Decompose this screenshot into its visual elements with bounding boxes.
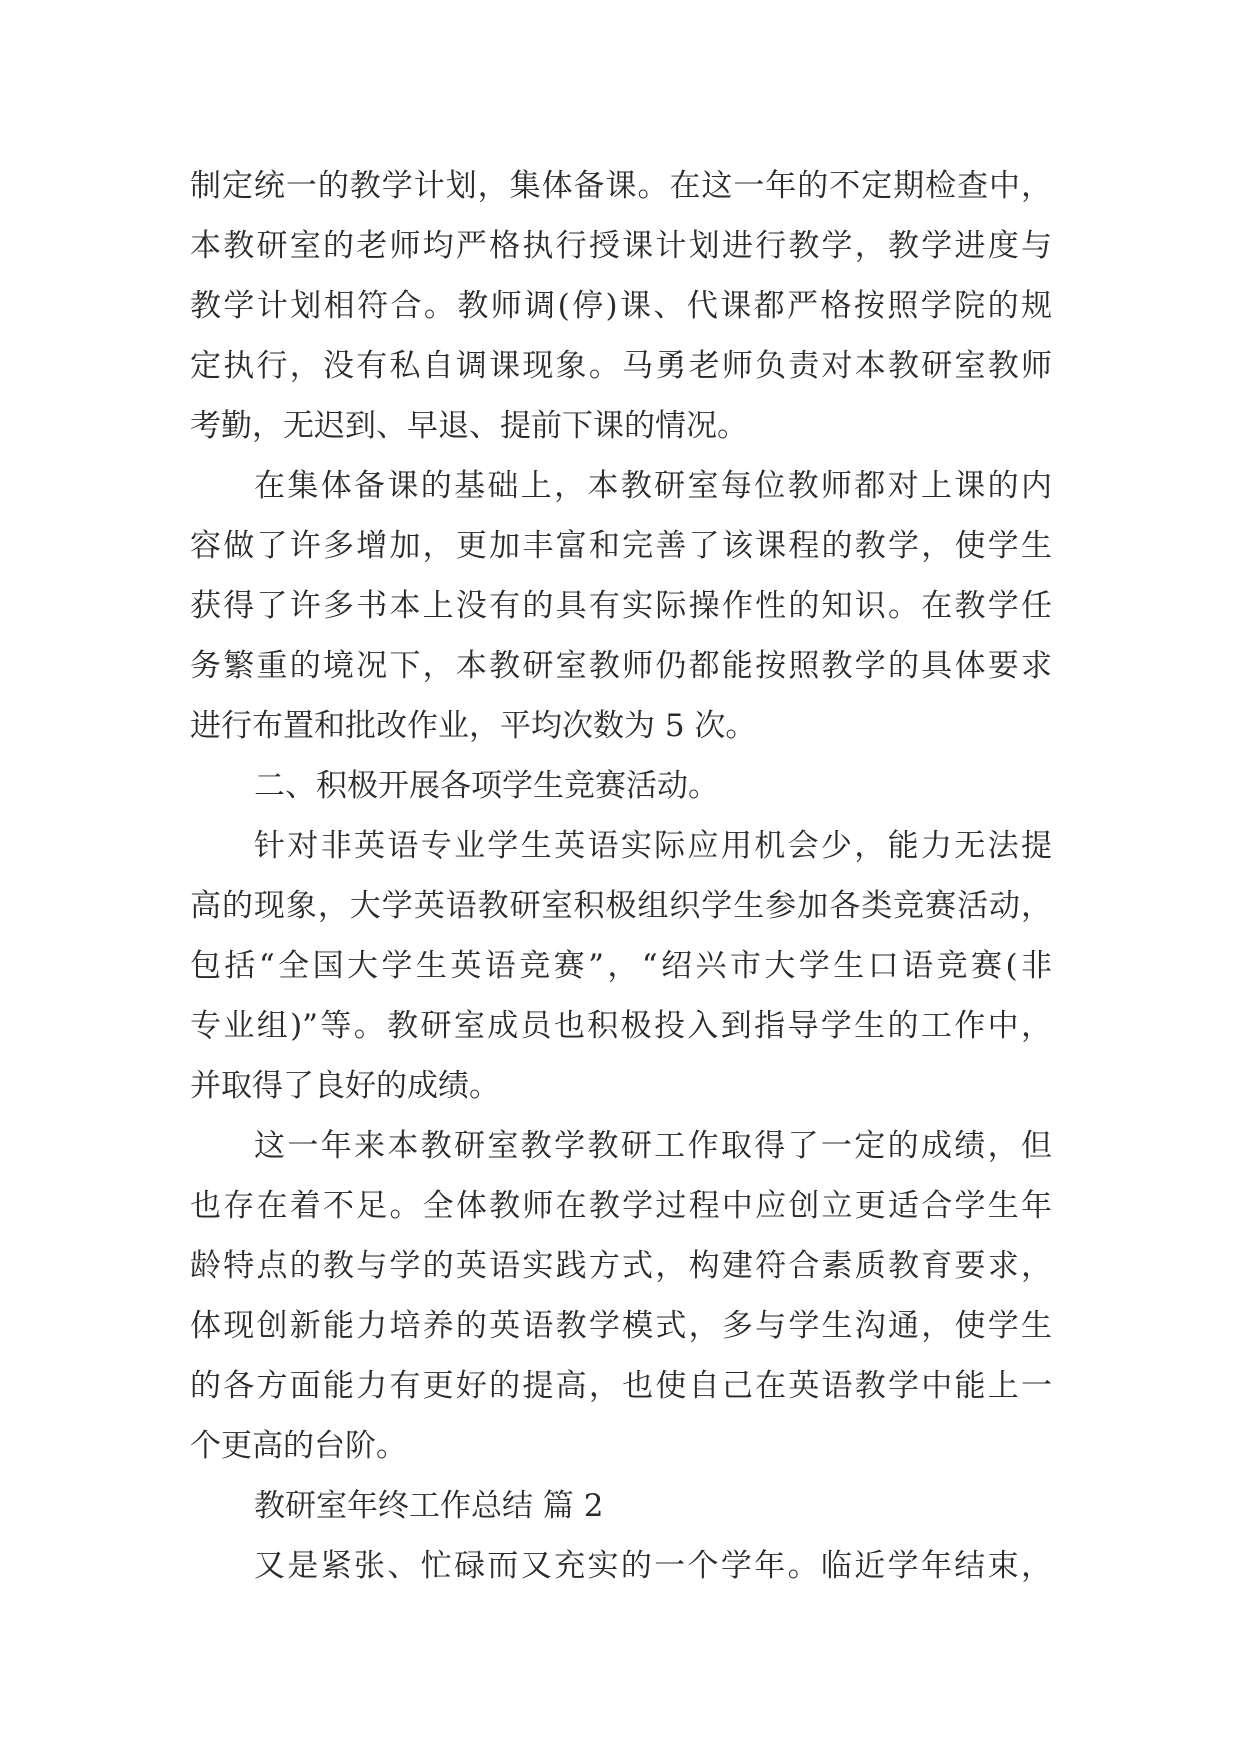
paragraph-line: 定执行，没有私自调课现象。马勇老师负责对本教研室教师 (190, 348, 1052, 384)
paragraph-line: 的各方面能力有更好的提高，也使自己在英语教学中能上一 (190, 1368, 1052, 1404)
paragraph-line: 也存在着不足。全体教师在教学过程中应创立更适合学生年 (190, 1188, 1052, 1224)
paragraph-line: 龄特点的教与学的英语实践方式，构建符合素质教育要求， (190, 1248, 1052, 1284)
paragraph-line: 专业组)”等。教研室成员也积极投入到指导学生的工作中， (190, 1008, 1052, 1044)
paragraph-line: 并取得了良好的成绩。 (190, 1068, 500, 1104)
paragraph-line: 又是紧张、忙碌而又充实的一个学年。临近学年结束， (254, 1548, 1052, 1584)
paragraph-line: 个更高的台阶。 (190, 1428, 407, 1464)
paragraph-line: 包括“全国大学生英语竞赛”，“绍兴市大学生口语竞赛(非 (190, 948, 1052, 984)
document-body (190, 156, 1052, 1596)
paragraph-line: 获得了许多书本上没有的具有实际操作性的知识。在教学任 (190, 588, 1052, 624)
paragraph-line: 这一年来本教研室教学教研工作取得了一定的成绩，但 (254, 1128, 1052, 1164)
paragraph-line: 本教研室的老师均严格执行授课计划进行教学，教学进度与 (190, 228, 1052, 264)
section-heading: 二、积极开展各项学生竞赛活动。 (254, 768, 719, 804)
section-title: 教研室年终工作总结 篇 2 (254, 1488, 604, 1524)
paragraph-line: 制定统一的教学计划，集体备课。在这一年的不定期检查中， (190, 168, 1052, 204)
paragraph-line: 进行布置和批改作业，平均次数为 5 次。 (190, 708, 757, 744)
paragraph-line: 针对非英语专业学生英语实际应用机会少，能力无法提 (254, 828, 1052, 864)
paragraph-line: 务繁重的境况下，本教研室教师仍都能按照教学的具体要求 (190, 648, 1052, 684)
paragraph-line: 教学计划相符合。教师调(停)课、代课都严格按照学院的规 (190, 288, 1052, 324)
paragraph-line: 考勤，无迟到、早退、提前下课的情况。 (190, 408, 748, 444)
paragraph-line: 高的现象，大学英语教研室积极组织学生参加各类竞赛活动， (190, 888, 1052, 924)
paragraph-line: 体现创新能力培养的英语教学模式，多与学生沟通，使学生 (190, 1308, 1052, 1344)
paragraph-line: 容做了许多增加，更加丰富和完善了该课程的教学，使学生 (190, 528, 1052, 564)
paragraph-line: 在集体备课的基础上，本教研室每位教师都对上课的内 (254, 468, 1052, 504)
